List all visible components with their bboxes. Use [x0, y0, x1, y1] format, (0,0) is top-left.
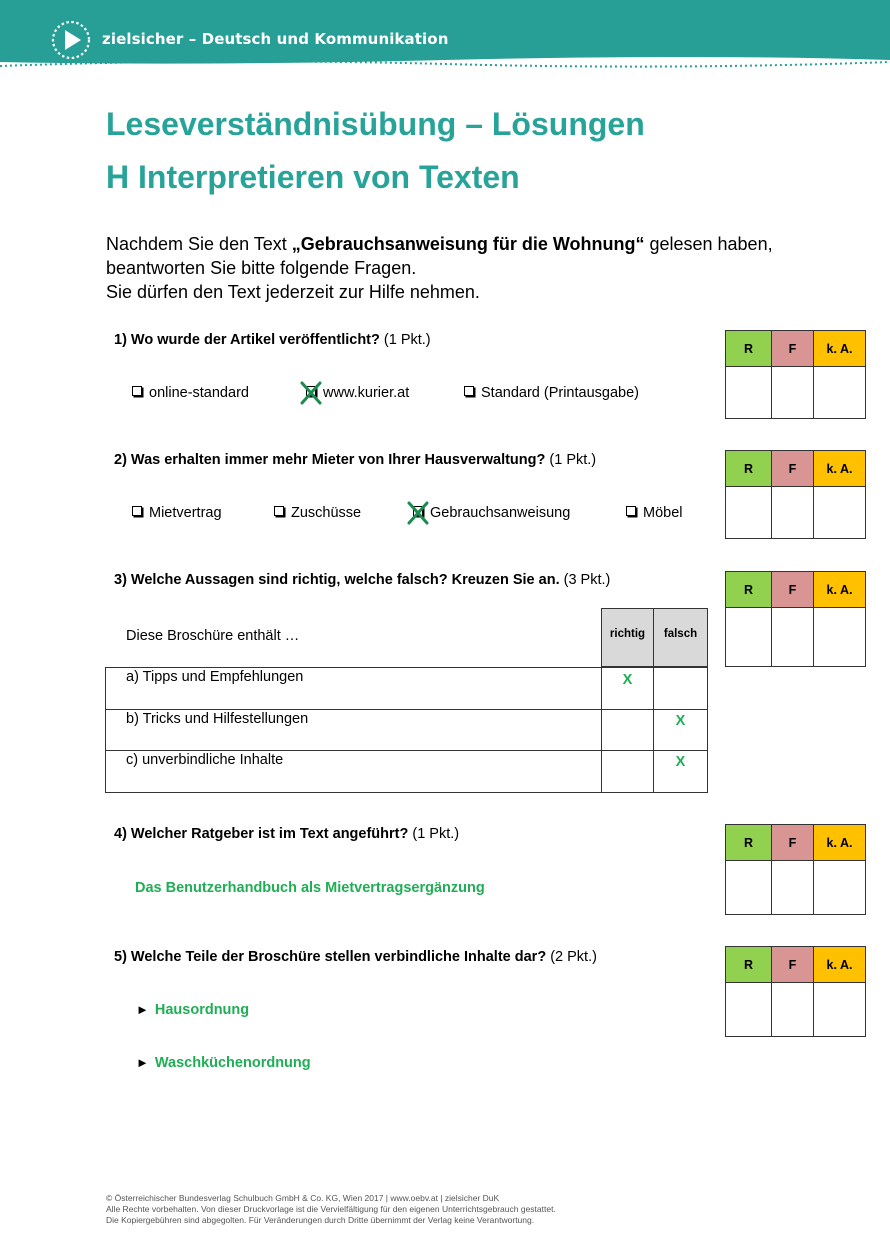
score-header-ka: k. A. — [814, 451, 866, 487]
arrow-right-icon: ► — [136, 1055, 149, 1070]
score-header-ka: k. A. — [814, 825, 866, 861]
q2-option-label: Mietvertrag — [149, 505, 222, 521]
question-2 — [114, 452, 596, 468]
score-cell-f[interactable] — [772, 983, 814, 1037]
score-box-q3 — [725, 571, 866, 667]
q2-option-1[interactable] — [132, 505, 222, 521]
answer-q5-2-label: Waschküchenordnung — [154, 1055, 311, 1071]
q1-option-1[interactable] — [132, 385, 249, 401]
score-cell-ka[interactable] — [814, 608, 866, 667]
q1-option-3[interactable] — [464, 385, 639, 401]
footer-line-1: © Österreichischer Bundesverlag Schulbuch GmbH & Co. KG, Wien 2017 | www.oebv.at | zielsicher DuK — [106, 1193, 500, 1203]
score-header-ka: k. A. — [814, 572, 866, 608]
score-header-f: F — [772, 572, 814, 608]
q1-option-label: Standard (Printausgabe) — [481, 385, 639, 401]
question-1-text: 1) Wo wurde der Artikel veröffentlicht? — [114, 332, 380, 348]
question-3-points: (3 Pkt.) — [559, 572, 611, 588]
score-cell-r[interactable] — [726, 367, 772, 419]
col-header-falsch — [653, 608, 708, 667]
score-cell-r[interactable] — [726, 861, 772, 915]
score-header-r: R — [726, 947, 772, 983]
question-1-points: (1 Pkt.) — [379, 332, 431, 348]
question-3-text: 3) Welche Aussagen sind richtig, welche falsch? Kreuzen Sie an. — [114, 572, 560, 588]
score-box-q4 — [725, 824, 866, 915]
cell-falsch-b[interactable]: X — [675, 713, 686, 729]
row-divider — [105, 750, 708, 751]
score-header-r: R — [726, 572, 772, 608]
question-5-points: (2 Pkt.) — [546, 949, 597, 965]
footer-line-2: Alle Rechte vorbehalten. Von dieser Druckvorlage ist die Vervielfältigung für den eigenen Unterrichtsgebrauch gestattet. — [106, 1204, 556, 1214]
answer-q4: Das Benutzerhandbuch als Mietvertragsergänzung — [135, 880, 485, 896]
checkbox-icon[interactable] — [274, 506, 284, 516]
q2-option-3[interactable] — [413, 505, 570, 521]
col-header-falsch-label: falsch — [663, 628, 698, 640]
table-intro: Diese Broschüre enthält … — [126, 628, 300, 644]
footer-line-3: Die Kopiergebühren sind abgegolten. Für Veränderungen durch Dritte übernimmt der Verlag keine Verantwortung. — [106, 1215, 535, 1225]
score-header-ka: k. A. — [814, 331, 866, 367]
cell-falsch-c[interactable]: X — [675, 754, 686, 770]
table-row-label: b) Tricks und Hilfestellungen — [126, 711, 309, 727]
q2-option-label: Gebrauchsanweisung — [430, 505, 571, 521]
check-cross-mark-icon — [406, 500, 430, 526]
score-cell-f[interactable] — [772, 861, 814, 915]
intro-after: gelesen haben, — [644, 234, 773, 254]
intro-text — [106, 232, 773, 304]
score-header-f: F — [772, 947, 814, 983]
score-cell-ka[interactable] — [814, 861, 866, 915]
q2-option-2[interactable] — [274, 505, 361, 521]
question-4 — [114, 826, 459, 842]
score-cell-f[interactable] — [772, 367, 814, 419]
answer-q5-1-label: Hausordnung — [154, 1002, 250, 1018]
question-4-points: (1 Pkt.) — [408, 826, 460, 842]
q1-option-label: www.kurier.at — [323, 385, 410, 401]
question-5-text: 5) Welche Teile der Broschüre stellen verbindliche Inhalte dar? — [114, 949, 547, 965]
answer-q5-1 — [136, 1002, 249, 1018]
checkbox-icon[interactable] — [132, 386, 142, 396]
score-cell-r[interactable] — [726, 487, 772, 539]
col-header-richtig — [601, 608, 654, 667]
intro-text-title: „Gebrauchsanweisung für die Wohnung“ — [291, 234, 645, 254]
table-row-label: c) unverbindliche Inhalte — [126, 752, 284, 768]
q2-option-label: Zuschüsse — [291, 505, 362, 521]
score-cell-r[interactable] — [726, 608, 772, 667]
q2-option-label: Möbel — [643, 505, 683, 521]
cell-richtig-a[interactable]: X — [622, 672, 633, 688]
intro-before: Nachdem Sie den Text — [106, 234, 292, 254]
score-header-f: F — [772, 331, 814, 367]
checkbox-icon[interactable] — [626, 506, 636, 516]
check-cross-mark-icon — [299, 380, 323, 406]
checkbox-icon[interactable] — [132, 506, 142, 516]
page-subtitle: H Interpretieren von Texten — [106, 159, 520, 195]
q2-option-4[interactable] — [626, 505, 683, 521]
score-cell-ka[interactable] — [814, 983, 866, 1037]
score-cell-f[interactable] — [772, 608, 814, 667]
question-2-points: (1 Pkt.) — [545, 452, 597, 468]
score-header-r: R — [726, 451, 772, 487]
page-title: Leseverständnisübung – Lösungen — [106, 106, 645, 142]
question-3 — [114, 572, 610, 588]
q1-option-label: online-standard — [149, 385, 249, 401]
question-1 — [114, 332, 431, 348]
score-header-r: R — [726, 331, 772, 367]
score-cell-ka[interactable] — [814, 367, 866, 419]
row-divider — [105, 709, 708, 710]
intro-line-2: beantworten Sie bitte folgende Fragen. — [106, 258, 417, 278]
score-box-q2 — [725, 450, 866, 539]
table-row-label: a) Tipps und Empfehlungen — [126, 669, 304, 685]
score-header-f: F — [772, 825, 814, 861]
true-false-table — [105, 608, 708, 793]
score-box-q1 — [725, 330, 866, 419]
question-4-text: 4) Welcher Ratgeber ist im Text angeführt? — [114, 826, 409, 842]
question-5 — [114, 949, 597, 965]
footer — [106, 1193, 556, 1226]
intro-line-3: Sie dürfen den Text jederzeit zur Hilfe nehmen. — [106, 282, 480, 302]
score-cell-ka[interactable] — [814, 487, 866, 539]
question-2-text: 2) Was erhalten immer mehr Mieter von Ihrer Hausverwaltung? — [114, 452, 546, 468]
score-cell-r[interactable] — [726, 983, 772, 1037]
brand-name: zielsicher – Deutsch und Kommunikation — [102, 30, 449, 48]
play-logo-icon — [50, 19, 92, 61]
score-header-ka: k. A. — [814, 947, 866, 983]
arrow-right-icon: ► — [136, 1002, 149, 1017]
score-box-q5 — [725, 946, 866, 1037]
checkbox-icon[interactable] — [464, 386, 474, 396]
col-header-richtig-label: richtig — [609, 628, 646, 640]
score-cell-f[interactable] — [772, 487, 814, 539]
score-header-r: R — [726, 825, 772, 861]
score-header-f: F — [772, 451, 814, 487]
answer-q5-2 — [136, 1055, 311, 1071]
